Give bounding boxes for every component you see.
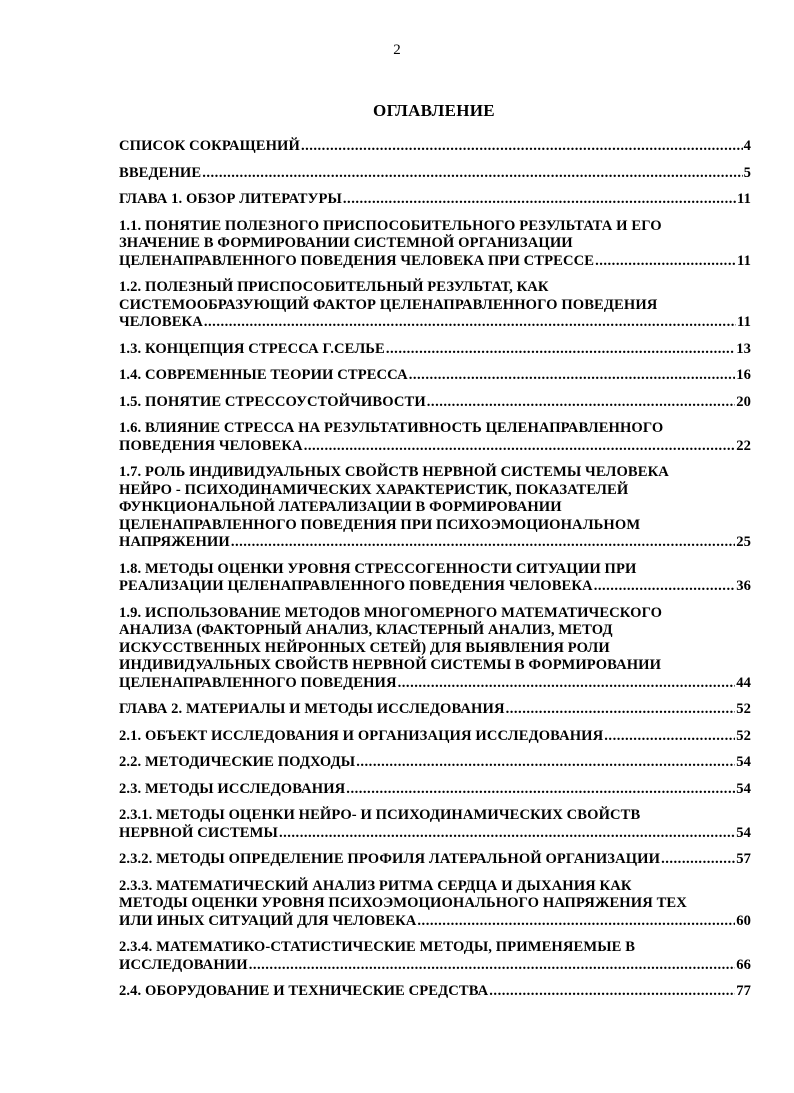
toc-entry-last-line xyxy=(119,957,751,975)
toc-entry-text: АНАЛИЗА (ФАКТОРНЫЙ АНАЛИЗ, КЛАСТЕРНЫЙ АНАЛИЗ, МЕТОД xyxy=(119,622,613,638)
toc-dot-leader xyxy=(594,578,736,596)
toc-entry-last-line xyxy=(119,314,751,332)
toc-entry-text: НАПРЯЖЕНИИ xyxy=(119,534,230,550)
toc-page-number: 11 xyxy=(737,314,751,330)
toc-page-number: 13 xyxy=(736,340,751,357)
toc-entry-text: 2.3.1. МЕТОДЫ ОЦЕНКИ НЕЙРО- И ПСИХОДИНАМИЧЕСКИХ СВОЙСТВ xyxy=(119,807,641,823)
toc-entry-text: ГЛАВА 1. ОБЗОР ЛИТЕРАТУРЫ xyxy=(119,191,342,207)
toc-entry-text: 1.1. ПОНЯТИЕ ПОЛЕЗНОГО ПРИСПОСОБИТЕЛЬНОГО РЕЗУЛЬТАТА И ЕГО xyxy=(119,217,662,234)
toc-page-number: 11 xyxy=(737,191,751,207)
toc-entry-text: ФУНКЦИОНАЛЬНОЙ ЛАТЕРАЛИЗАЦИИ В ФОРМИРОВАНИИ xyxy=(119,499,562,515)
toc-page-number: 54 xyxy=(736,824,751,841)
toc-page-number: 54 xyxy=(736,780,751,797)
toc-entry[interactable] xyxy=(119,781,751,799)
toc-page-number: 22 xyxy=(736,437,751,454)
toc-entry-text: ВВЕДЕНИЕ xyxy=(119,164,202,181)
toc-dot-leader xyxy=(202,165,742,183)
toc-entry[interactable] xyxy=(119,878,751,931)
toc-entry-text: СИСТЕМООБРАЗУЮЩИЙ ФАКТОР ЦЕЛЕНАПРАВЛЕННОГО ПОВЕДЕНИЯ xyxy=(119,296,658,313)
toc-page-number: 25 xyxy=(736,534,751,550)
toc-dot-leader xyxy=(409,367,735,385)
toc-entry-text: НЕЙРО - ПСИХОДИНАМИЧЕСКИХ ХАРАКТЕРИСТИК, ПОКАЗАТЕЛЕЙ xyxy=(119,481,629,498)
toc-entry-text: ГЛАВА 2. МАТЕРИАЛЫ И МЕТОДЫ ИССЛЕДОВАНИЯ xyxy=(119,701,505,717)
toc-page-number: 52 xyxy=(736,727,751,744)
toc-entry-text: 2.1. ОБЪЕКТ ИССЛЕДОВАНИЯ И ОРГАНИЗАЦИЯ ИССЛЕДОВАНИЯ xyxy=(119,727,604,744)
toc-dot-leader xyxy=(386,341,735,359)
toc-entry-last-line xyxy=(119,534,751,552)
toc-entry-text: ЗНАЧЕНИЕ В ФОРМИРОВАНИИ СИСТЕМНОЙ ОРГАНИЗАЦИИ xyxy=(119,235,573,251)
toc-entry-text: СПИСОК СОКРАЩЕНИЙ xyxy=(119,138,300,154)
toc-entry-last-line xyxy=(119,825,751,843)
toc-entry-text: ИНДИВИДУАЛЬНЫХ СВОЙСТВ НЕРВНОЙ СИСТЕМЫ В ФОРМИРОВАНИИ xyxy=(119,657,662,673)
page-number: 2 xyxy=(393,42,401,58)
toc-dot-leader xyxy=(343,191,736,209)
toc-entry-text: 2.3.3. МАТЕМАТИЧЕСКИЙ АНАЛИЗ РИТМА СЕРДЦА И ДЫХАНИЯ КАК xyxy=(119,877,632,894)
toc-entry-text: ЧЕЛОВЕКА xyxy=(119,314,203,330)
toc-entry-text: 1.9. ИСПОЛЬЗОВАНИЕ МЕТОДОВ МНОГОМЕРНОГО МАТЕМАТИЧЕСКОГО xyxy=(119,604,663,621)
toc-entry-text: ПОВЕДЕНИЯ ЧЕЛОВЕКА xyxy=(119,437,303,454)
toc-entry-text: 1.7. РОЛЬ ИНДИВИДУАЛЬНЫХ СВОЙСТВ НЕРВНОЙ СИСТЕМЫ ЧЕЛОВЕКА xyxy=(119,464,669,480)
toc-entry-last-line xyxy=(119,983,751,1001)
toc-entry-last-line xyxy=(119,191,751,209)
toc-page-number: 54 xyxy=(736,754,751,770)
toc-entry-text: 1.3. КОНЦЕПЦИЯ СТРЕССА Г.СЕЛЬЕ xyxy=(119,340,385,357)
toc-page-number: 66 xyxy=(736,956,751,973)
toc-dot-leader xyxy=(346,781,735,799)
toc-dot-leader xyxy=(417,913,735,931)
toc-entry-text: ИСКУССТВЕННЫХ НЕЙРОННЫХ СЕТЕЙ) ДЛЯ ВЫЯВЛЕНИЯ РОЛИ xyxy=(119,639,610,656)
toc-entry-last-line xyxy=(119,138,751,156)
toc-entry[interactable] xyxy=(119,279,751,332)
toc-entry-last-line xyxy=(119,754,751,772)
toc-entry-text: ИЛИ ИНЫХ СИТУАЦИЙ ДЛЯ ЧЕЛОВЕКА xyxy=(119,912,417,929)
toc-entry[interactable] xyxy=(119,394,751,412)
toc-entry[interactable] xyxy=(119,728,751,746)
toc-dot-leader xyxy=(301,138,743,156)
toc-entry-last-line xyxy=(119,851,751,869)
toc-entry[interactable] xyxy=(119,165,751,183)
toc-entry-last-line xyxy=(119,165,751,183)
toc-dot-leader xyxy=(249,957,736,975)
toc-page-number: 20 xyxy=(736,393,751,410)
toc-entry[interactable] xyxy=(119,191,751,209)
toc-page-number: 4 xyxy=(743,138,751,154)
toc-entry[interactable] xyxy=(119,138,751,156)
toc-entry[interactable] xyxy=(119,754,751,772)
toc-entry[interactable] xyxy=(119,561,751,596)
toc-page-number: 5 xyxy=(743,164,751,181)
toc-entry-text: ЦЕЛЕНАПРАВЛЕННОГО ПОВЕДЕНИЯ ЧЕЛОВЕКА ПРИ СТРЕССЕ xyxy=(119,252,595,269)
toc-entry-last-line xyxy=(119,438,751,456)
toc-page-number: 16 xyxy=(736,367,751,383)
toc-dot-leader xyxy=(595,253,736,271)
toc-entry-text: 2.2. МЕТОДИЧЕСКИЕ ПОДХОДЫ xyxy=(119,754,356,770)
toc-page-number: 11 xyxy=(737,252,751,269)
toc-page-number: 77 xyxy=(736,983,751,999)
toc-entry-text: ИССЛЕДОВАНИИ xyxy=(119,956,248,973)
toc-entry[interactable] xyxy=(119,983,751,1001)
toc-entry-last-line xyxy=(119,341,751,359)
toc-dot-leader xyxy=(356,754,735,772)
toc-title: ОГЛАВЛЕНИЕ xyxy=(373,101,495,120)
toc-entry-text: 2.3.4. МАТЕМАТИКО-СТАТИСТИЧЕСКИЕ МЕТОДЫ, ПРИМЕНЯЕМЫЕ В xyxy=(119,939,636,955)
table-of-contents xyxy=(119,138,751,1010)
toc-entry-last-line xyxy=(119,675,751,693)
toc-dot-leader xyxy=(661,851,735,869)
toc-entry[interactable] xyxy=(119,605,751,693)
toc-entry[interactable] xyxy=(119,420,751,455)
toc-entry[interactable] xyxy=(119,464,751,552)
toc-page-number: 52 xyxy=(736,701,751,717)
toc-entry-last-line xyxy=(119,578,751,596)
toc-entry[interactable] xyxy=(119,341,751,359)
toc-entry-last-line xyxy=(119,253,751,271)
toc-entry-text: МЕТОДЫ ОЦЕНКИ УРОВНЯ ПСИХОЭМОЦИОНАЛЬНОГО НАПРЯЖЕНИЯ ТЕХ xyxy=(119,895,687,911)
toc-dot-leader xyxy=(231,534,735,552)
toc-entry[interactable] xyxy=(119,218,751,271)
toc-entry[interactable] xyxy=(119,851,751,869)
toc-entry-last-line xyxy=(119,781,751,799)
toc-page-number: 60 xyxy=(736,912,751,929)
toc-entry-text: 1.2. ПОЛЕЗНЫЙ ПРИСПОСОБИТЕЛЬНЫЙ РЕЗУЛЬТАТ, КАК xyxy=(119,279,549,295)
toc-entry[interactable] xyxy=(119,939,751,974)
toc-entry-last-line xyxy=(119,913,751,931)
toc-entry-text: 2.4. ОБОРУДОВАНИЕ И ТЕХНИЧЕСКИЕ СРЕДСТВА xyxy=(119,983,489,999)
toc-page-number: 57 xyxy=(736,851,751,867)
toc-entry-text: 1.4. СОВРЕМЕННЫЕ ТЕОРИИ СТРЕССА xyxy=(119,367,408,383)
toc-dot-leader xyxy=(427,394,735,412)
toc-entry[interactable] xyxy=(119,367,751,385)
toc-entry-text: 2.3.2. МЕТОДЫ ОПРЕДЕЛЕНИЕ ПРОФИЛЯ ЛАТЕРАЛЬНОЙ ОРГАНИЗАЦИИ xyxy=(119,851,661,867)
toc-entry-last-line xyxy=(119,394,751,412)
toc-entry-text: 2.3. МЕТОДЫ ИССЛЕДОВАНИЯ xyxy=(119,780,346,797)
toc-page-number: 44 xyxy=(736,674,751,691)
toc-dot-leader xyxy=(204,314,736,332)
toc-dot-leader xyxy=(398,675,736,693)
toc-entry-last-line xyxy=(119,701,751,719)
toc-dot-leader xyxy=(279,825,735,843)
toc-entry[interactable] xyxy=(119,807,751,842)
toc-entry-last-line xyxy=(119,367,751,385)
toc-entry-last-line xyxy=(119,728,751,746)
toc-entry[interactable] xyxy=(119,701,751,719)
toc-entry-text: РЕАЛИЗАЦИИ ЦЕЛЕНАПРАВЛЕННОГО ПОВЕДЕНИЯ ЧЕЛОВЕКА xyxy=(119,578,593,594)
toc-entry-text: ЦЕЛЕНАПРАВЛЕННОГО ПОВЕДЕНИЯ xyxy=(119,674,397,691)
toc-entry-text: 1.8. МЕТОДЫ ОЦЕНКИ УРОВНЯ СТРЕССОГЕННОСТИ СИТУАЦИИ ПРИ xyxy=(119,560,637,577)
toc-entry-text: 1.6. ВЛИЯНИЕ СТРЕССА НА РЕЗУЛЬТАТИВНОСТЬ ЦЕЛЕНАПРАВЛЕННОГО xyxy=(119,420,664,436)
toc-entry-text: НЕРВНОЙ СИСТЕМЫ xyxy=(119,824,278,841)
toc-entry-text: ЦЕЛЕНАПРАВЛЕННОГО ПОВЕДЕНИЯ ПРИ ПСИХОЭМОЦИОНАЛЬНОМ xyxy=(119,516,641,533)
toc-dot-leader xyxy=(489,983,735,1001)
toc-entry-text: 1.5. ПОНЯТИЕ СТРЕССОУСТОЙЧИВОСТИ xyxy=(119,393,426,410)
toc-dot-leader xyxy=(506,701,736,719)
toc-dot-leader xyxy=(304,438,736,456)
toc-dot-leader xyxy=(604,728,735,746)
toc-page-number: 36 xyxy=(736,578,751,594)
